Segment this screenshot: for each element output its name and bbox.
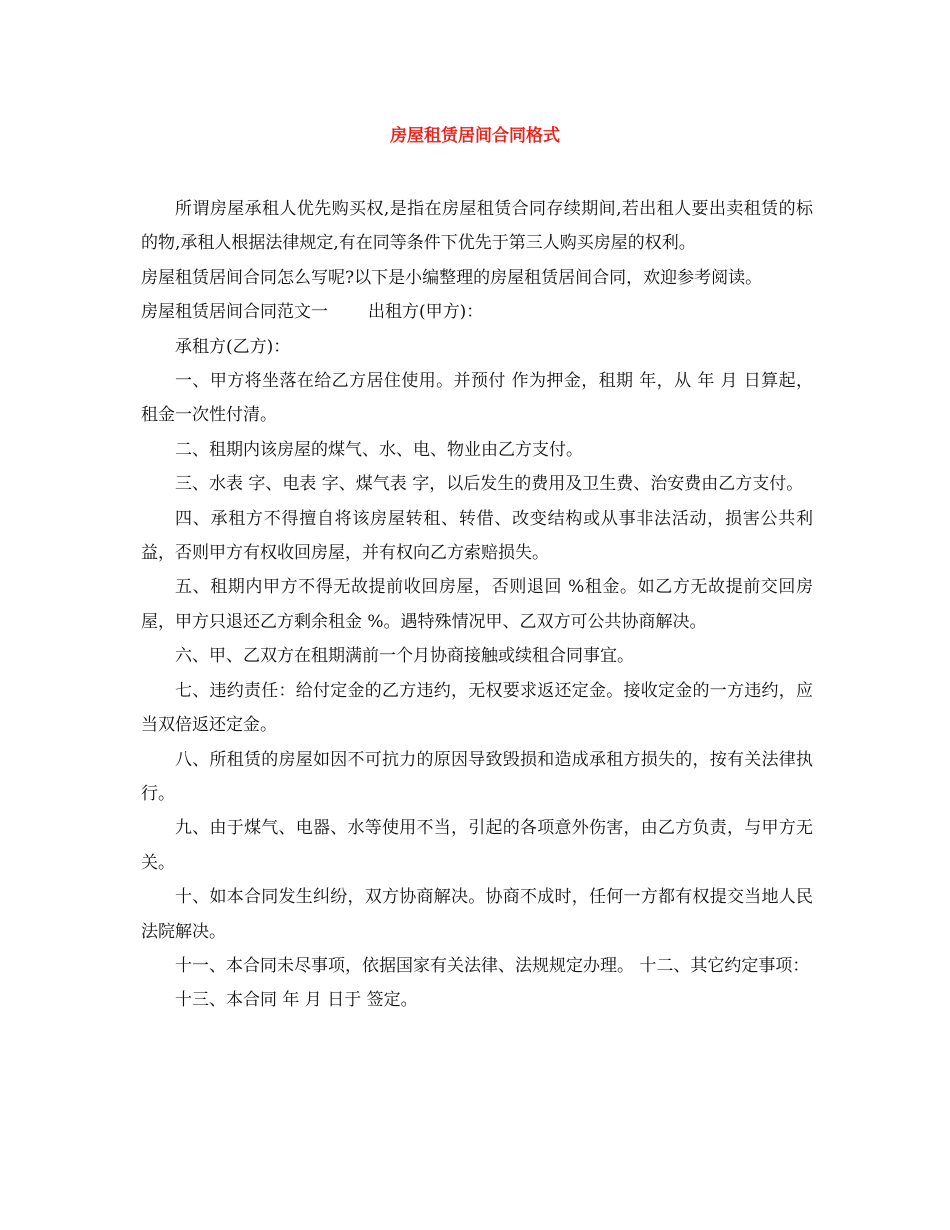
- sample-heading-line: [141, 295, 813, 329]
- intro-paragraph-2: 房屋租赁居间合同怎么写呢?以下是小编整理的房屋租赁居间合同，欢迎参考阅读。: [141, 267, 763, 288]
- clause-3: 三、水表 字、电表 字、煤气表 字，以后发生的费用及卫生费、治安费由乙方支付。: [175, 474, 804, 495]
- clause-9: 九、由于煤气、电器、水等使用不当，引起的各项意外伤害，由乙方负责，与甲方无关。: [141, 818, 813, 873]
- clause-13: 十三、本合同 年 月 日于 签定。: [175, 990, 418, 1011]
- clause-1: 一、甲方将坐落在给乙方居住使用。并预付 作为押金，租期 年，从 年 月 日算起，租金一次性付清。: [141, 371, 813, 426]
- document-body: [141, 192, 813, 1018]
- clause-6: 六、甲、乙双方在租期满前一个月协商接触或续租合同事宜。: [175, 646, 634, 667]
- clause-8: 八、所租赁的房屋如因不可抗力的原因导致毁损和造成承租方损失的，按有关法律执行。: [141, 749, 813, 804]
- sample-heading: 房屋租赁居间合同范文一: [141, 302, 328, 323]
- clause-7: 七、违约责任：给付定金的乙方违约，无权要求返还定金。接收定金的一方违约，应当双倍返还定金。: [141, 680, 813, 736]
- party-a-label: 出租方(甲方)：: [368, 302, 484, 323]
- clause-11: 十一、本合同未尽事项，依据国家有关法律、法规规定办理。 十二、其它约定事项：: [175, 955, 810, 976]
- clause-4: 四、承租方不得擅自将该房屋转租、转借、改变结构或从事非法活动，损害公共利益，否则甲方有权收回房屋，并有权向乙方索赔损失。: [141, 508, 813, 564]
- clause-10: 十、如本合同发生纠纷，双方协商解决。协商不成时，任何一方都有权提交当地人民法院解决。: [141, 887, 813, 942]
- clause-2: 二、租期内该房屋的煤气、水、电、物业由乙方支付。: [175, 439, 583, 460]
- intro-paragraph: 所谓房屋承租人优先购买权,是指在房屋租赁合同存续期间,若出租人要出卖租赁的标的物,承租人根据法律规定,有在同等条件下优先于第三人购买房屋的权利。: [141, 199, 813, 254]
- party-b-label: 承租方(乙方)：: [175, 336, 291, 357]
- document-title: 房屋租赁居间合同格式: [390, 126, 560, 146]
- clause-5: 五、租期内甲方不得无故提前收回房屋，否则退回 %租金。如乙方无故提前交回房屋，甲方只退还乙方剩余租金 %。遇特殊情况甲、乙双方可公共协商解决。: [141, 577, 813, 632]
